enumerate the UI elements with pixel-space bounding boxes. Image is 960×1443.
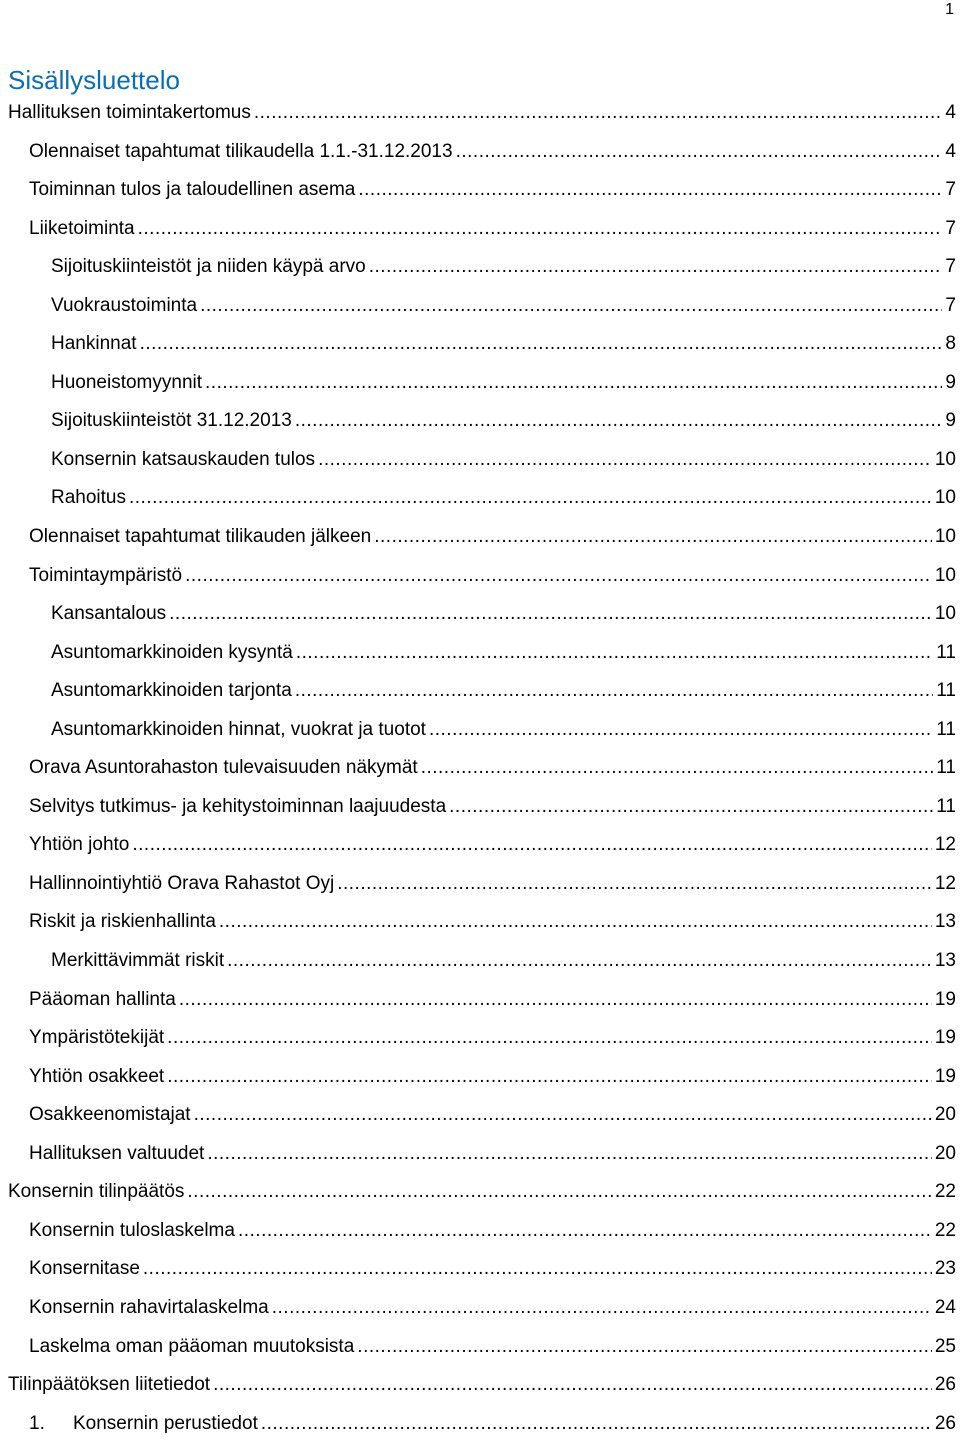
- toc-entry-label: Hallinnointiyhtiö Orava Rahastot Oyj: [29, 872, 335, 894]
- toc-dot-leader: [337, 865, 932, 904]
- toc-entry-page: 7: [945, 179, 956, 201]
- toc-entry-page: 11: [936, 757, 956, 779]
- toc-entry-page: 11: [936, 680, 956, 702]
- toc-entry-label: Yhtiön osakkeet: [29, 1065, 165, 1087]
- toc-entry[interactable]: [0, 248, 960, 287]
- toc-entry-label: Hallituksen toimintakertomus: [8, 102, 251, 123]
- toc-entry-page: 19: [934, 988, 956, 1010]
- toc-entry[interactable]: [0, 1173, 960, 1212]
- toc-entry-label: Tilinpäätöksen liitetiedot: [8, 1374, 211, 1396]
- toc-entry-page: 10: [934, 564, 956, 586]
- toc-entry[interactable]: [0, 479, 960, 518]
- toc-entry-page: 26: [934, 1374, 956, 1396]
- toc-dot-leader: [254, 94, 943, 133]
- toc-entry[interactable]: [0, 287, 960, 326]
- toc-entry-label: Yhtiön johto: [29, 834, 130, 856]
- toc-entry[interactable]: [0, 672, 960, 711]
- toc-entry[interactable]: [0, 865, 960, 904]
- toc-dot-leader: [295, 672, 933, 711]
- toc-entry[interactable]: [0, 749, 960, 788]
- toc-entry-page: 9: [945, 410, 956, 432]
- toc-entry[interactable]: [0, 518, 960, 557]
- toc-entry[interactable]: [0, 557, 960, 596]
- toc-entry[interactable]: [0, 402, 960, 441]
- toc-entry-label: Asuntomarkkinoiden hinnat, vuokrat ja tuotot: [51, 718, 426, 740]
- toc-entry-page: 22: [934, 1219, 956, 1241]
- toc-entry[interactable]: [0, 711, 960, 750]
- toc-entry-label: Sijoituskiinteistöt 31.12.2013: [51, 410, 292, 432]
- toc-entry[interactable]: [0, 1366, 960, 1405]
- toc-dot-leader: [138, 210, 943, 249]
- toc-dot-leader: [187, 1173, 931, 1212]
- toc-entry-label: Konsernin rahavirtalaskelma: [29, 1296, 269, 1318]
- toc-entry[interactable]: [0, 595, 960, 634]
- toc-entry-label: Hallituksen valtuudet: [29, 1142, 205, 1164]
- toc-dot-leader: [456, 133, 943, 172]
- toc-entry-label: Asuntomarkkinoiden kysyntä: [51, 641, 293, 663]
- toc-entry-page: 7: [945, 294, 956, 316]
- toc-entry-page: 10: [934, 487, 956, 509]
- toc-entry-page: 12: [934, 834, 956, 856]
- toc-entry-label: Rahoitus: [51, 487, 126, 509]
- toc-dot-leader: [200, 287, 942, 326]
- toc-entry-label: Konsernitase: [29, 1258, 140, 1280]
- toc-dot-leader: [185, 557, 932, 596]
- toc-entry-label: Riskit ja riskienhallinta: [29, 911, 216, 933]
- toc-entry-page: 13: [934, 950, 956, 972]
- toc-dot-leader: [129, 479, 932, 518]
- toc-dot-leader: [213, 1366, 932, 1405]
- toc-list: [0, 94, 960, 1443]
- toc-dot-leader: [167, 1019, 932, 1058]
- toc-title: Sisällysluettelo: [8, 65, 180, 95]
- toc-entry-label: Toimintaympäristö: [29, 564, 183, 586]
- toc-entry-label: Osakkeenomistajat: [29, 1104, 191, 1126]
- toc-entry-label: Toiminnan tulos ja taloudellinen asema: [29, 179, 356, 201]
- toc-dot-leader: [358, 171, 942, 210]
- toc-entry-page: 19: [934, 1065, 956, 1087]
- toc-entry[interactable]: [0, 1250, 960, 1289]
- toc-dot-leader: [261, 1405, 932, 1443]
- toc-entry-page: 24: [934, 1296, 956, 1318]
- toc-entry-label: Orava Asuntorahaston tulevaisuuden näkymät: [29, 757, 418, 779]
- toc-entry-page: 26: [934, 1412, 956, 1434]
- toc-entry-label: Konsernin tilinpäätös: [8, 1181, 185, 1203]
- toc-dot-leader: [207, 1135, 932, 1174]
- toc-entry[interactable]: [0, 1096, 960, 1135]
- toc-entry[interactable]: [0, 1405, 960, 1443]
- toc-entry-page: 7: [945, 217, 956, 239]
- toc-entry-page: 4: [945, 140, 956, 162]
- toc-dot-leader: [295, 402, 943, 441]
- toc-dot-leader: [238, 1212, 932, 1251]
- toc-entry-page: 10: [934, 603, 956, 625]
- toc-dot-leader: [140, 325, 943, 364]
- toc-entry-page: 4: [945, 102, 956, 123]
- toc-entry-page: 9: [945, 371, 956, 393]
- toc-dot-leader: [219, 903, 932, 942]
- toc-entry-page: 13: [934, 911, 956, 933]
- toc-entry-page: 20: [934, 1104, 956, 1126]
- toc-entry[interactable]: [0, 210, 960, 249]
- toc-dot-leader: [421, 749, 934, 788]
- toc-entry-page: 10: [934, 448, 956, 470]
- toc-entry[interactable]: [0, 364, 960, 403]
- toc-entry[interactable]: [0, 1058, 960, 1097]
- toc-entry-label: Ympäristötekijät: [29, 1027, 165, 1049]
- toc-entry-label: Vuokraustoiminta: [51, 294, 198, 316]
- toc-dot-leader: [143, 1250, 932, 1289]
- toc-entry-label: [29, 1405, 258, 1443]
- toc-dot-leader: [369, 248, 943, 287]
- toc-dot-leader: [169, 595, 932, 634]
- toc-entry-label: Olennaiset tapahtumat tilikaudella 1.1.-31.12.2013: [29, 140, 453, 162]
- toc-entry-label: Kansantalous: [51, 603, 167, 625]
- toc-dot-leader: [357, 1328, 932, 1367]
- toc-dot-leader: [205, 364, 942, 403]
- toc-entry-page: 20: [934, 1142, 956, 1164]
- toc-dot-leader: [449, 788, 933, 827]
- toc-entry-label: Selvitys tutkimus- ja kehitystoiminnan laajuudesta: [29, 795, 447, 817]
- toc-entry-label: Konsernin katsauskauden tulos: [51, 448, 316, 470]
- toc-entry-page: 23: [934, 1258, 956, 1280]
- toc-dot-leader: [429, 711, 933, 750]
- toc-dot-leader: [227, 942, 932, 981]
- toc-entry-label: Huoneistomyynnit: [51, 371, 203, 393]
- toc-dot-leader: [318, 441, 932, 480]
- toc-entry[interactable]: [0, 1289, 960, 1328]
- toc-entry[interactable]: [0, 1212, 960, 1251]
- toc-entry-label: Hankinnat: [51, 333, 137, 355]
- toc-entry[interactable]: [0, 441, 960, 480]
- toc-dot-leader: [296, 634, 933, 673]
- toc-entry[interactable]: [0, 133, 960, 172]
- toc-entry-page: 11: [936, 641, 956, 663]
- toc-dot-leader: [194, 1096, 932, 1135]
- toc-entry[interactable]: [0, 981, 960, 1020]
- toc-entry[interactable]: [0, 325, 960, 364]
- toc-entry-label: Konsernin tuloslaskelma: [29, 1219, 235, 1241]
- toc-entry-page: 19: [934, 1027, 956, 1049]
- toc-entry[interactable]: [0, 634, 960, 673]
- toc-entry-label: Liiketoiminta: [29, 217, 135, 239]
- toc-entry-label: Pääoman hallinta: [29, 988, 176, 1010]
- toc-entry-page: 12: [934, 872, 956, 894]
- toc-entry-label: Olennaiset tapahtumat tilikauden jälkeen: [29, 526, 372, 548]
- toc-dot-leader: [272, 1289, 932, 1328]
- toc-entry[interactable]: [0, 1019, 960, 1058]
- toc-dot-leader: [167, 1058, 932, 1097]
- toc-entry-page: 8: [945, 333, 956, 355]
- toc-entry-number: 1.: [29, 1412, 45, 1434]
- toc-entry-page: 11: [936, 795, 956, 817]
- toc-entry-page: 7: [945, 256, 956, 278]
- toc-dot-leader: [179, 981, 932, 1020]
- toc-dot-leader: [374, 518, 932, 557]
- toc-entry[interactable]: [0, 942, 960, 981]
- toc-entry-label: Laskelma oman pääoman muutoksista: [29, 1335, 355, 1357]
- toc-entry-label: Merkittävimmät riskit: [51, 950, 225, 972]
- toc-entry[interactable]: [0, 1135, 960, 1174]
- toc-entry-label: Asuntomarkkinoiden tarjonta: [51, 680, 292, 702]
- toc-entry-page: 10: [934, 526, 956, 548]
- toc-entry-label: Sijoituskiinteistöt ja niiden käypä arvo: [51, 256, 366, 278]
- toc-entry[interactable]: [0, 94, 960, 133]
- toc-entry[interactable]: [0, 1328, 960, 1367]
- toc-entry-page: 22: [934, 1181, 956, 1203]
- toc-entry[interactable]: [0, 826, 960, 865]
- toc-entry[interactable]: [0, 788, 960, 827]
- toc-entry-page: 11: [936, 718, 956, 740]
- toc-entry[interactable]: [0, 171, 960, 210]
- toc-entry[interactable]: [0, 903, 960, 942]
- toc-dot-leader: [132, 826, 932, 865]
- toc-entry-page: 25: [934, 1335, 956, 1357]
- page-number: 1: [945, 1, 954, 18]
- toc-entry-text: Konsernin perustiedot: [73, 1412, 258, 1434]
